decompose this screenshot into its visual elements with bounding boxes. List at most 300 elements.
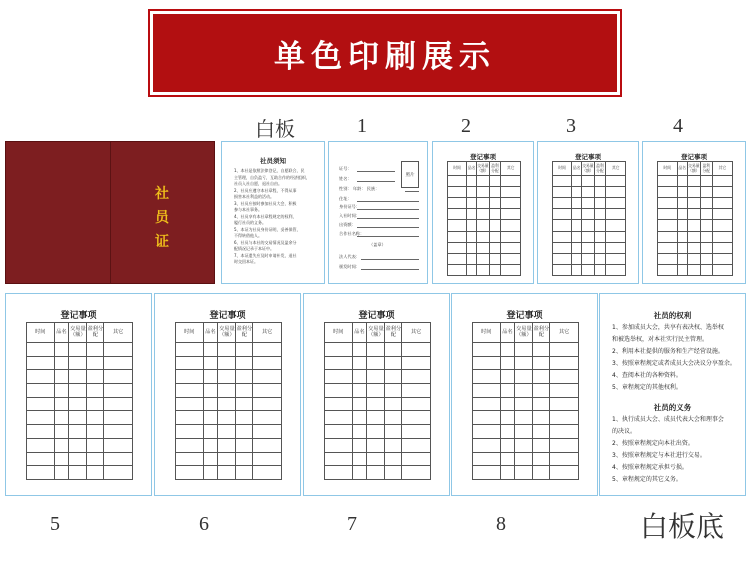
label-page-8: 8 (496, 513, 506, 535)
rights-item: 1、参加成员大会，共享有表决权、选举权 (612, 324, 724, 331)
register-cell (352, 397, 367, 411)
register-cell (688, 176, 701, 187)
register-cell (700, 253, 712, 264)
register-cell (550, 397, 579, 411)
register-cell (54, 425, 69, 439)
register-cell (677, 242, 688, 253)
register-cell (402, 411, 431, 425)
register-cell (69, 356, 87, 370)
register-cell (54, 438, 69, 452)
register-cell (550, 384, 579, 398)
register-cell (501, 220, 521, 231)
table-row (27, 370, 133, 384)
register-cell (582, 253, 594, 264)
register-cell (466, 231, 476, 242)
register-cell (236, 370, 253, 384)
duties-title: 社员的义务 (653, 403, 692, 412)
notice-line: 6、社员与本社的交易情况及盈余分 (234, 239, 297, 245)
table-row (448, 242, 521, 253)
register-cell (69, 384, 87, 398)
label-page-1: 1 (357, 115, 367, 137)
register-cell (325, 452, 353, 466)
register-cell (677, 187, 688, 198)
register-cell (236, 466, 253, 480)
register-cell (553, 187, 572, 198)
register-cell (712, 176, 732, 187)
register-cell (104, 411, 133, 425)
register-cell (27, 384, 55, 398)
form-field-line (357, 227, 419, 228)
register-cell (203, 425, 218, 439)
register-header-cell: 交易量（额） (515, 323, 533, 343)
register-cell (473, 425, 501, 439)
register-cell (236, 425, 253, 439)
register-cell (253, 452, 282, 466)
register-cell (367, 356, 385, 370)
register-page-8 (451, 293, 598, 496)
table-row (553, 209, 626, 220)
table-row (27, 438, 133, 452)
form-field-label: 合作社名称： (339, 231, 365, 236)
register-cell (658, 198, 678, 209)
register-cell (582, 264, 594, 275)
register-cell (550, 466, 579, 480)
label-page-3: 3 (566, 115, 576, 137)
register-cell (700, 187, 712, 198)
register-cell (489, 242, 501, 253)
register-header-cell: 时间 (473, 323, 501, 343)
register-cell (203, 411, 218, 425)
register-cell (501, 198, 521, 209)
table-row (553, 198, 626, 209)
notice-line: 7、本证遗失应及时申请补发，退社 (234, 252, 297, 258)
register-cell (87, 438, 104, 452)
register-cell (466, 187, 476, 198)
register-cell (677, 209, 688, 220)
table-row (27, 343, 133, 357)
register-cell (533, 384, 550, 398)
table-row (325, 425, 431, 439)
register-cell (473, 370, 501, 384)
register-cell (176, 384, 204, 398)
register-cell (367, 411, 385, 425)
register-cell (236, 452, 253, 466)
register-header-cell: 交易量（额） (69, 323, 87, 343)
table-row (473, 356, 579, 370)
register-cell (571, 253, 581, 264)
register-table (447, 161, 521, 276)
register-cell (553, 231, 572, 242)
register-cell (176, 343, 204, 357)
register-cell (594, 198, 606, 209)
table-row (553, 176, 626, 187)
register-cell (253, 411, 282, 425)
register-cell (253, 356, 282, 370)
register-cell (385, 343, 402, 357)
register-cell (473, 452, 501, 466)
register-cell (203, 370, 218, 384)
table-row (658, 176, 733, 187)
register-cell (571, 198, 581, 209)
register-header-row (27, 323, 133, 343)
notice-line: 1、本社是依照法律登记，自愿联合，民 (234, 168, 305, 173)
register-cell (325, 438, 353, 452)
table-row (27, 466, 133, 480)
table-row (176, 411, 282, 425)
cover-char: 社 (155, 186, 169, 202)
register-table (324, 322, 431, 480)
banner (148, 9, 622, 97)
register-cell (582, 242, 594, 253)
register-header-cell: 其它 (606, 162, 626, 176)
register-header-cell: 盈利分配 (700, 162, 712, 176)
table-row (325, 356, 431, 370)
register-cell (473, 438, 501, 452)
register-cell (594, 264, 606, 275)
register-header-cell: 品名 (352, 323, 367, 343)
register-cell (367, 343, 385, 357)
register-cell (477, 187, 489, 198)
register-cell (69, 438, 87, 452)
register-cell (571, 231, 581, 242)
register-cell (87, 411, 104, 425)
register-cell (501, 176, 521, 187)
register-cell (253, 397, 282, 411)
register-cell (712, 253, 732, 264)
register-header-cell: 其它 (402, 323, 431, 343)
register-cell (176, 452, 204, 466)
register-header-cell: 其它 (104, 323, 133, 343)
register-header-cell: 盈利分配 (236, 323, 253, 343)
register-cell (218, 370, 236, 384)
register-cell (218, 411, 236, 425)
register-cell (515, 384, 533, 398)
register-header-row (176, 323, 282, 343)
register-cell (582, 209, 594, 220)
register-cell (700, 176, 712, 187)
notice-line: 主管理，自负盈亏，互助合作的经济组织， (234, 174, 310, 180)
register-cell (477, 198, 489, 209)
register-cell (606, 176, 626, 187)
register-cell (501, 253, 521, 264)
table-row (176, 466, 282, 480)
register-cell (571, 264, 581, 275)
register-cell (489, 253, 501, 264)
table-row (448, 231, 521, 242)
label-page-5: 5 (50, 513, 60, 535)
register-cell (533, 466, 550, 480)
register-header-cell: 其它 (550, 323, 579, 343)
notice-line: 4、社员享有本社章程规定的权利， (234, 213, 297, 219)
register-cell (218, 397, 236, 411)
register-cell (658, 220, 678, 231)
register-cell (367, 384, 385, 398)
register-cell (448, 187, 467, 198)
register-cell (553, 209, 572, 220)
register-cell (688, 209, 701, 220)
register-cell (501, 209, 521, 220)
register-cell (385, 384, 402, 398)
register-title: 登记事项 (358, 311, 395, 321)
register-cell (550, 438, 579, 452)
register-cell (466, 209, 476, 220)
register-cell (515, 411, 533, 425)
register-cell (677, 231, 688, 242)
register-cell (553, 198, 572, 209)
cover-spine (110, 142, 111, 283)
register-cell (176, 411, 204, 425)
register-cell (218, 425, 236, 439)
register-cell (54, 370, 69, 384)
banner-fill (153, 14, 617, 92)
register-cell (402, 343, 431, 357)
form-field-label: 姓名： (339, 176, 352, 181)
register-cell (550, 425, 579, 439)
register-cell (582, 231, 594, 242)
register-cell (473, 411, 501, 425)
register-cell (367, 425, 385, 439)
register-cell (54, 384, 69, 398)
register-cell (533, 356, 550, 370)
register-cell (500, 466, 515, 480)
register-cell (253, 370, 282, 384)
register-cell (104, 452, 133, 466)
register-cell (594, 220, 606, 231)
register-header-cell: 盈利分配 (533, 323, 550, 343)
register-cell (571, 242, 581, 253)
register-cell (553, 264, 572, 275)
register-cell (550, 356, 579, 370)
register-cell (477, 264, 489, 275)
register-cell (325, 425, 353, 439)
cover (5, 141, 215, 284)
register-cell (69, 397, 87, 411)
form-field-label: 身份证号： (339, 204, 360, 209)
register-cell (582, 176, 594, 187)
register-cell (500, 370, 515, 384)
register-cell (466, 264, 476, 275)
register-cell (500, 425, 515, 439)
register-cell (203, 397, 218, 411)
issue-date-line (361, 269, 419, 270)
register-cell (402, 452, 431, 466)
register-cell (700, 220, 712, 231)
notice-line: 时交回本证。 (234, 259, 258, 264)
register-cell (27, 452, 55, 466)
table-row (448, 198, 521, 209)
form-field-label: 证号： (339, 166, 352, 171)
register-cell (27, 466, 55, 480)
register-cell (203, 466, 218, 480)
register-cell (712, 209, 732, 220)
register-cell (515, 370, 533, 384)
register-cell (658, 187, 678, 198)
register-cell (104, 397, 133, 411)
table-row (325, 438, 431, 452)
notice-line: 参与本社事务。 (234, 207, 262, 212)
register-cell (515, 466, 533, 480)
table-row (658, 242, 733, 253)
register-cell (87, 356, 104, 370)
register-cell (571, 209, 581, 220)
register-cell (448, 176, 467, 187)
register-cell (27, 370, 55, 384)
table-row (473, 370, 579, 384)
register-cell (553, 176, 572, 187)
register-header-cell: 交易量（额） (218, 323, 236, 343)
label-blank-front: 白板 (255, 119, 295, 141)
register-cell (325, 384, 353, 398)
register-cell (54, 356, 69, 370)
register-cell (594, 253, 606, 264)
register-header-cell: 时间 (658, 162, 678, 176)
register-cell (104, 425, 133, 439)
register-cell (402, 425, 431, 439)
table-row (27, 425, 133, 439)
register-cell (385, 356, 402, 370)
register-cell (87, 370, 104, 384)
notice-page (221, 141, 325, 284)
register-header-cell: 品名 (54, 323, 69, 343)
form-field-line (357, 171, 395, 172)
register-cell (688, 264, 701, 275)
register-cell (533, 370, 550, 384)
register-cell (688, 220, 701, 231)
register-cell (218, 438, 236, 452)
register-title: 登记事项 (470, 153, 496, 161)
register-cell (218, 356, 236, 370)
register-cell (677, 220, 688, 231)
register-table (26, 322, 133, 480)
table-row (553, 220, 626, 231)
register-cell (606, 198, 626, 209)
register-cell (352, 466, 367, 480)
register-header-cell: 品名 (203, 323, 218, 343)
form-field-label: 性别： 年龄： 民族： (339, 186, 380, 191)
register-cell (253, 425, 282, 439)
register-cell (352, 411, 367, 425)
register-cell (700, 264, 712, 275)
register-cell (27, 356, 55, 370)
member-info-page (328, 141, 428, 284)
register-cell (606, 264, 626, 275)
legal-rep-line (361, 259, 419, 260)
register-table (552, 161, 626, 276)
rights-duties-page (599, 293, 746, 496)
register-cell (352, 356, 367, 370)
register-cell (515, 438, 533, 452)
table-row (325, 343, 431, 357)
register-header-cell: 交易量（额） (688, 162, 701, 176)
register-cell (515, 452, 533, 466)
register-header-cell: 时间 (325, 323, 353, 343)
register-cell (501, 242, 521, 253)
table-row (473, 425, 579, 439)
register-cell (236, 411, 253, 425)
cover-char: 员 (155, 210, 169, 226)
table-row (448, 176, 521, 187)
register-cell (352, 425, 367, 439)
photo-label: 照片 (405, 172, 415, 178)
register-cell (87, 384, 104, 398)
register-cell (236, 384, 253, 398)
notice-line: 5、本证为社员身份证明，妥善保管， (234, 226, 301, 232)
register-header-cell: 品名 (571, 162, 581, 176)
register-title: 登记事项 (506, 311, 543, 321)
register-cell (54, 343, 69, 357)
rights-item: 3、按照章程规定或者成员大会决议分享盈余。 (612, 360, 736, 367)
register-cell (571, 176, 581, 187)
register-cell (367, 370, 385, 384)
register-cell (688, 198, 701, 209)
register-cell (236, 397, 253, 411)
form-field-line (357, 236, 419, 237)
register-cell (700, 242, 712, 253)
notice-line: 3、社员应按时参加社员大会，积极 (234, 200, 297, 206)
register-cell (594, 187, 606, 198)
register-cell (489, 264, 501, 275)
register-header-cell: 品名 (500, 323, 515, 343)
table-row (553, 242, 626, 253)
register-header-cell: 交易量（额） (582, 162, 594, 176)
table-row (658, 253, 733, 264)
register-cell (688, 242, 701, 253)
register-cell (325, 356, 353, 370)
form-field-line (357, 209, 419, 210)
register-cell (606, 209, 626, 220)
register-cell (69, 411, 87, 425)
register-header-cell: 其它 (501, 162, 521, 176)
register-cell (712, 264, 732, 275)
register-cell (448, 253, 467, 264)
table-row (176, 343, 282, 357)
register-cell (69, 425, 87, 439)
register-header-row (473, 323, 579, 343)
cover-char: 证 (155, 234, 169, 250)
legal-rep-label: 法人代表： (339, 254, 360, 259)
register-cell (553, 220, 572, 231)
register-cell (325, 370, 353, 384)
register-cell (712, 187, 732, 198)
register-header-cell: 盈利分配 (489, 162, 501, 176)
register-cell (54, 452, 69, 466)
table-row (553, 187, 626, 198)
register-cell (236, 343, 253, 357)
label-page-6: 6 (199, 513, 209, 535)
register-cell (533, 452, 550, 466)
table-row (176, 384, 282, 398)
register-cell (500, 397, 515, 411)
register-header-cell: 交易量（额） (477, 162, 489, 176)
cover-title (152, 182, 172, 254)
register-cell (712, 231, 732, 242)
register-cell (594, 209, 606, 220)
register-cell (69, 466, 87, 480)
register-header-cell: 盈利分配 (385, 323, 402, 343)
register-cell (700, 198, 712, 209)
register-cell (218, 384, 236, 398)
register-cell (550, 411, 579, 425)
register-cell (473, 466, 501, 480)
register-cell (553, 253, 572, 264)
table-row (658, 220, 733, 231)
register-cell (385, 438, 402, 452)
register-cell (87, 466, 104, 480)
register-header-cell: 时间 (27, 323, 55, 343)
register-cell (489, 231, 501, 242)
register-cell (606, 231, 626, 242)
rights-item: 4、查阅本社的各种资料。 (612, 372, 682, 379)
